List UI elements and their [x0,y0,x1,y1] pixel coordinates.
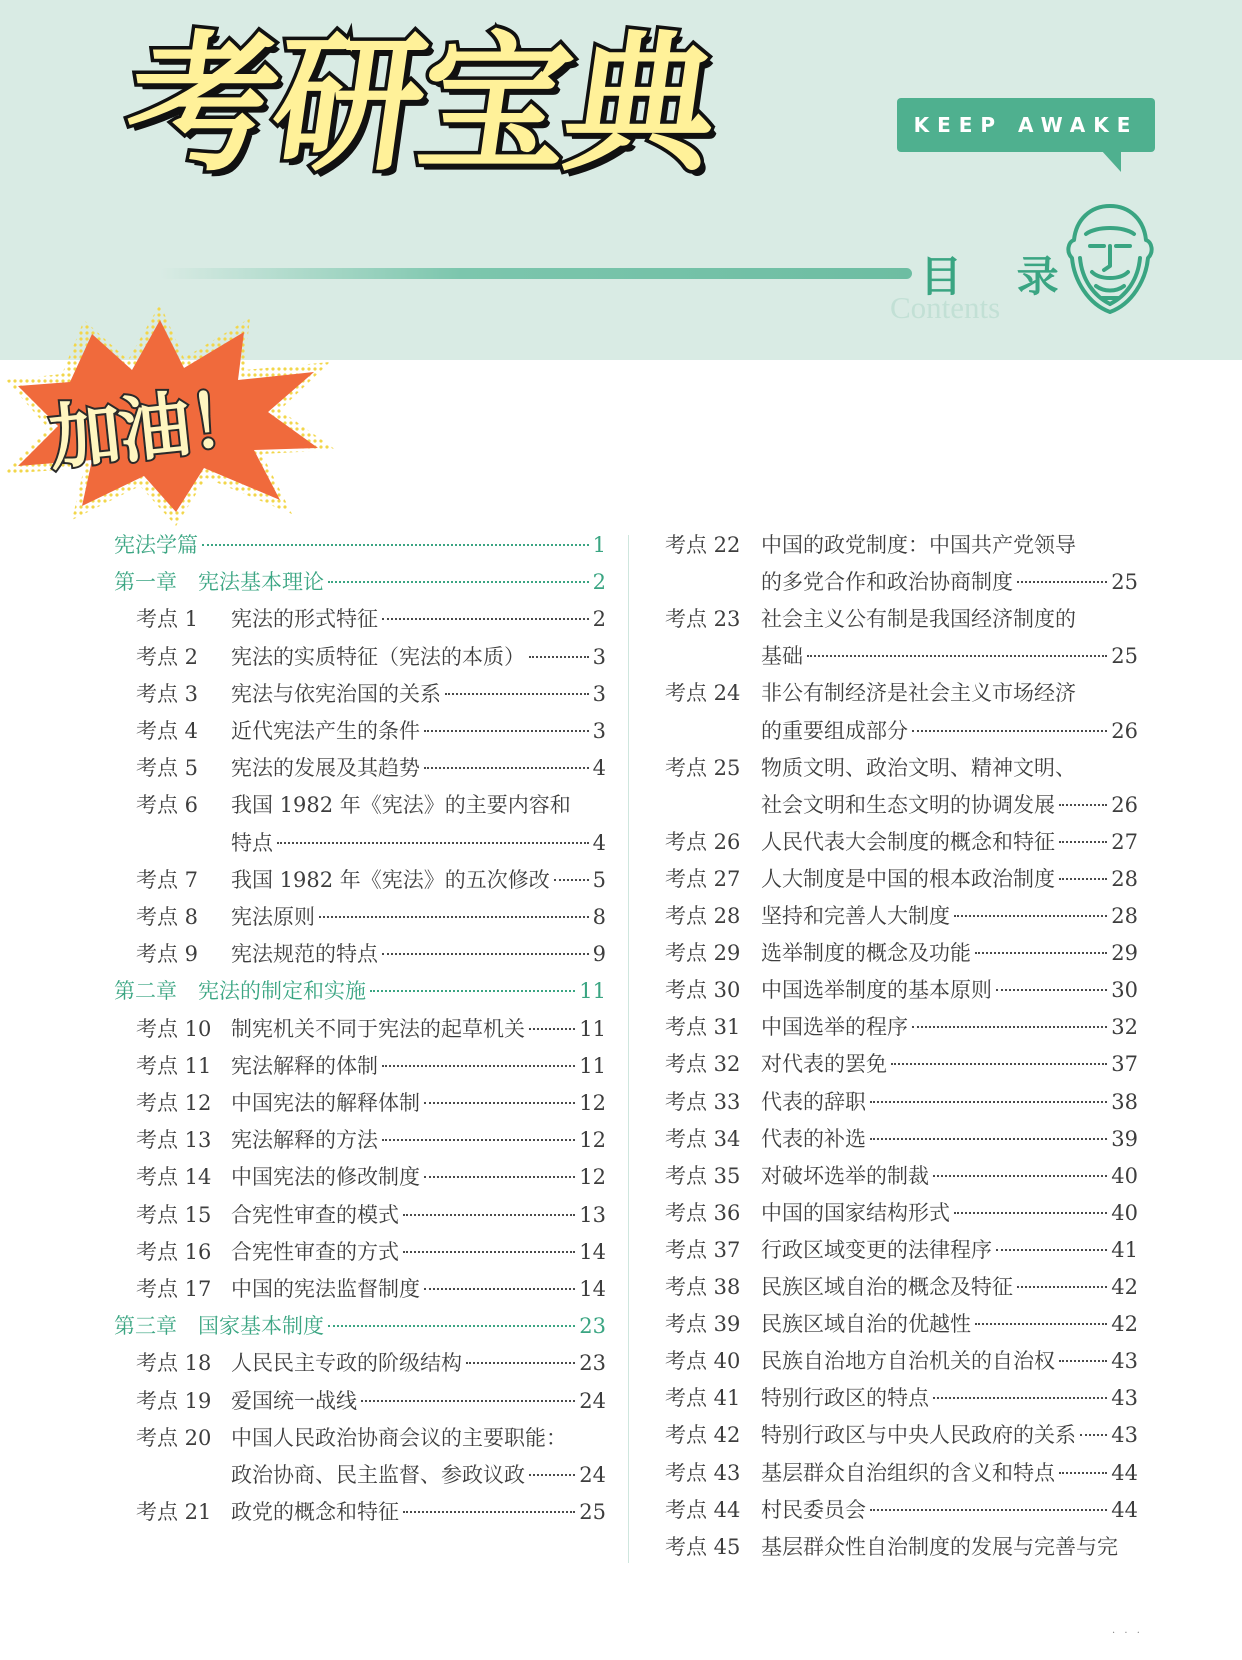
toc-entry [665,1124,1138,1154]
toc-entry-label: 考点 42 [665,1423,741,1448]
toc-page-number: 28 [1111,866,1138,891]
toc-entry [136,939,606,969]
cheer-text: 加油！ [44,375,263,481]
dot-leader [996,989,1107,991]
dot-leader [382,953,589,955]
dot-leader [1017,581,1107,583]
toc-page-number: 40 [1111,1200,1138,1225]
dot-leader [1059,1472,1107,1474]
toc-page-number: 44 [1111,1460,1138,1485]
dot-leader [870,1101,1107,1103]
toc-entry-title: 爱国统一战线 [231,1388,357,1413]
toc-entry [231,1460,606,1490]
dot-leader [445,693,589,695]
toc-entry-title: 非公有制经济是社会主义市场经济 [761,681,1076,706]
toc-entry-title: 中国人民政治协商会议的主要职能： [231,1425,567,1450]
toc-chapter-heading [114,1311,606,1341]
toc-entry-label: 考点 36 [665,1200,741,1225]
toc-page-number: 4 [592,830,606,855]
dot-leader [954,915,1107,917]
toc-entry-title: 对代表的罢免 [761,1052,887,1077]
dot-leader [382,618,589,620]
toc-entry-title: 代表的补选 [761,1126,866,1151]
toc-entry [665,678,1138,708]
toc-entry [665,1420,1138,1450]
toc-entry-title: 中国选举的程序 [761,1015,908,1040]
dot-leader [975,952,1107,954]
toc-entry [136,1237,606,1267]
dot-leader [403,1214,575,1216]
dot-leader [277,842,589,844]
toc-entry-title: 坚持和完善人大制度 [761,904,950,928]
toc-entry-title: 特别行政区的特点 [761,1386,929,1411]
dot-leader [933,1175,1107,1177]
dot-leader [382,1139,575,1141]
badge-label: KEEP AWAKE [913,113,1139,137]
toc-page-number: 26 [1111,718,1138,743]
toc-entry [136,1162,606,1192]
toc-entry-title: 的重要组成部分 [761,718,908,743]
toc-entry-label: 考点 4 [136,719,199,743]
toc-entry-label: 考点 3 [136,681,199,706]
toc-page-number: 42 [1111,1275,1138,1299]
toc-entry-label: 考点 38 [665,1275,741,1299]
toc-entry-label: 考点 15 [136,1202,212,1227]
toc-entry-title: 中国的政党制度：中国共产党领导 [761,533,1076,557]
toc-page-number: 3 [592,719,606,743]
toc-page-number: 25 [1111,644,1138,669]
toc-entry-title: 社会主义公有制是我国经济制度的 [761,607,1076,632]
header-rule [160,268,912,279]
toc-page-number: 11 [579,1053,606,1078]
toc-page-number: 44 [1111,1497,1138,1522]
toc-entry-title: 对破坏选举的制裁 [761,1163,929,1188]
toc-page-number: 3 [592,644,606,669]
toc-page-number: 11 [579,979,606,1004]
toc-entry-label: 考点 21 [136,1500,212,1525]
dot-leader [954,1212,1107,1214]
toc-entry-title: 基层群众性自治制度的发展与完善与完 [761,1534,1118,1559]
toc-page-number: 3 [592,681,606,706]
toc-entry-title: 宪法原则 [231,905,315,929]
dot-leader [870,1509,1107,1511]
dot-leader [1059,841,1107,843]
toc-entry-title: 物质文明、政治文明、精神文明、 [761,755,1076,780]
toc-entry-title: 第三章 国家基本制度 [114,1314,324,1339]
toc-entry [665,938,1138,968]
toc-entry [136,753,606,783]
page-title: 考研宝典 [115,18,725,192]
toc-entry-label: 考点 16 [136,1239,212,1264]
toc-entry-label: 考点 25 [665,755,741,780]
toc-entry-label: 考点 29 [665,941,741,966]
toc-entry-label: 考点 43 [665,1460,741,1485]
toc-entry [665,1532,1138,1562]
toc-entry-title: 人民民主专政的阶级结构 [231,1351,462,1376]
toc-entry-title: 宪法解释的体制 [231,1053,378,1078]
toc-entry-title: 宪法的实质特征（宪法的本质） [231,644,525,669]
toc-entry-title: 村民委员会 [761,1497,866,1522]
toc-entry-label: 考点 7 [136,867,199,892]
toc-entry-label: 考点 33 [665,1089,741,1114]
toc-entry-label: 考点 13 [136,1128,212,1153]
toc-entry-title: 我国 1982 年《宪法》的五次修改 [231,867,550,892]
toc-page-number: 12 [579,1128,606,1153]
dot-leader [319,916,589,918]
toc-entry [136,1497,606,1527]
toc-entry-title: 宪法的发展及其趋势 [231,756,420,781]
toc-page-number: 41 [1111,1237,1138,1262]
toc-entry-title: 民族区域自治的概念及特征 [761,1275,1013,1299]
toc-entry-label: 考点 2 [136,644,199,669]
toc-page-number: 14 [579,1277,606,1301]
toc-entry-title: 人民代表大会制度的概念和特征 [761,829,1055,854]
dot-leader [1080,1434,1107,1436]
toc-entry-label: 考点 10 [136,1016,212,1041]
toc-entry-label: 考点 44 [665,1497,741,1522]
toc-entry-title: 人大制度是中国的根本政治制度 [761,866,1055,891]
toc-page-number: 2 [592,607,606,632]
toc-entry [665,1012,1138,1042]
dot-leader [554,879,589,881]
toc-entry [665,1049,1138,1079]
toc-entry [136,1423,606,1453]
toc-entry [136,1014,606,1044]
dot-leader [403,1251,575,1253]
dot-leader [382,1065,575,1067]
toc-entry-title: 合宪性审查的方式 [231,1239,399,1264]
dot-leader [975,1323,1107,1325]
toc-page-number: 29 [1111,941,1138,966]
badge-tail [1101,150,1121,172]
dot-leader [424,730,589,732]
toc-page-number: 28 [1111,904,1138,928]
toc-entry-title: 制宪机关不同于宪法的起草机关 [231,1016,525,1041]
toc-entry-label: 考点 18 [136,1351,212,1376]
toc-entry-label: 考点 31 [665,1015,741,1040]
toc-entry [665,975,1138,1005]
toc-page-number: 25 [579,1500,606,1525]
toc-entry [136,902,606,932]
toc-entry [136,1088,606,1118]
toc-entry-title: 宪法的形式特征 [231,607,378,632]
corner-mark: · · · [1112,1628,1143,1639]
dot-leader [529,656,589,658]
toc-entry-title: 政治协商、民主监督、参政议政 [231,1463,525,1487]
toc-page-number: 14 [579,1239,606,1264]
toc-entry-title: 民族区域自治的优越性 [761,1312,971,1337]
dot-leader [424,767,589,769]
toc-entry-label: 考点 17 [136,1277,212,1301]
toc-entry [136,1200,606,1230]
dot-leader [912,730,1107,732]
toc-page-number: 25 [1111,570,1138,595]
dot-leader [361,1400,575,1402]
toc-entry [136,1274,606,1304]
dot-leader [1059,1360,1107,1362]
dot-leader [529,1474,575,1476]
toc-entry-label: 考点 8 [136,905,199,929]
dot-leader [933,1397,1107,1399]
bearded-face-icon [1060,200,1160,318]
toc-entry-title: 宪法学篇 [114,533,198,557]
toc-page-number: 42 [1111,1312,1138,1337]
toc-chapter-heading [114,567,606,597]
toc-page-number: 43 [1111,1386,1138,1411]
toc-entry-label: 考点 22 [665,533,741,557]
dot-leader [1059,804,1107,806]
toc-entry-title: 中国选举制度的基本原则 [761,978,992,1003]
toc-entry [136,604,606,634]
toc-entry-title: 行政区域变更的法律程序 [761,1237,992,1262]
toc-page-number: 11 [579,1016,606,1041]
toc-entry-title: 第一章 宪法基本理论 [114,570,324,595]
toc-entry-label: 考点 26 [665,829,741,854]
toc-page-number: 40 [1111,1163,1138,1188]
toc-entry-label: 考点 28 [665,904,741,928]
toc-entry-title: 特别行政区与中央人民政府的关系 [761,1423,1076,1448]
toc-entry [665,530,1138,560]
toc-entry [665,864,1138,894]
toc-entry-title: 我国 1982 年《宪法》的主要内容和 [231,793,571,818]
dot-leader [328,581,589,583]
toc-entry-label: 考点 27 [665,866,741,891]
toc-page-number: 32 [1111,1015,1138,1040]
toc-entry [665,827,1138,857]
toc-entry [136,790,606,820]
column-divider [628,535,629,1563]
toc-entry-title: 宪法与依宪治国的关系 [231,681,441,706]
toc-entry-label: 考点 14 [136,1165,212,1190]
dot-leader [870,1138,1107,1140]
toc-page-number: 39 [1111,1126,1138,1151]
toc-entry-title: 中国的宪法监督制度 [231,1277,420,1301]
toc-entry-label: 考点 41 [665,1386,741,1411]
toc-entry [665,753,1138,783]
toc-entry [665,1235,1138,1265]
toc-entry-label: 考点 11 [136,1053,212,1078]
toc-entry-label: 考点 30 [665,978,741,1003]
toc-entry [665,1309,1138,1339]
toc-page-number: 5 [592,867,606,892]
dot-leader [891,1063,1107,1065]
dot-leader [1059,878,1107,880]
toc-entry [136,1125,606,1155]
toc-entry-label: 考点 6 [136,793,199,818]
toc-entry-label: 考点 39 [665,1312,741,1337]
dot-leader [807,655,1107,657]
toc-entry-title: 中国宪法的解释体制 [231,1091,420,1115]
toc-entry-title: 社会文明和生态文明的协调发展 [761,792,1055,817]
toc-entry-title: 合宪性审查的模式 [231,1202,399,1227]
toc-entry [231,828,606,858]
toc-page-number: 38 [1111,1089,1138,1114]
toc-entry-title: 中国的国家结构形式 [761,1200,950,1225]
toc-entry-label: 考点 5 [136,756,199,781]
toc-entry [665,1161,1138,1191]
toc-entry [665,1495,1138,1525]
toc-page-number: 13 [579,1202,606,1227]
toc-entry [761,567,1138,597]
toc-page-number: 43 [1111,1423,1138,1448]
toc-entry [136,1348,606,1378]
toc-entry-title: 选举制度的概念及功能 [761,941,971,966]
toc-page-number: 23 [579,1351,606,1376]
toc-entry [665,1346,1138,1376]
toc-chapter-heading [114,530,606,560]
toc-entry-label: 考点 1 [136,607,199,632]
toc-entry-title: 政党的概念和特征 [231,1500,399,1525]
toc-page-number: 9 [592,942,606,967]
toc-entry [761,790,1138,820]
toc-entry-label: 考点 35 [665,1163,741,1188]
dot-leader [1017,1286,1107,1288]
toc-page-number: 8 [592,905,606,929]
dot-leader [996,1249,1107,1251]
toc-entry-title: 中国宪法的修改制度 [231,1165,420,1190]
toc-entry-title: 基层群众自治组织的含义和特点 [761,1460,1055,1485]
toc-entry [136,679,606,709]
toc-page-number: 2 [592,570,606,595]
toc-entry-title: 基础 [761,644,803,669]
toc-entry [665,1458,1138,1488]
dot-leader [424,1176,575,1178]
section-title: 目 录 [920,252,1079,301]
toc-entry [665,1087,1138,1117]
toc-entry-label: 考点 32 [665,1052,741,1077]
toc-page-number: 1 [592,533,606,557]
toc-entry [136,716,606,746]
dot-leader [912,1026,1107,1028]
toc-entry [665,1272,1138,1302]
toc-page-number: 24 [579,1463,606,1487]
toc-entry-title: 民族自治地方自治机关的自治权 [761,1349,1055,1374]
toc-page-number: 23 [579,1314,606,1339]
toc-entry-label: 考点 45 [665,1534,741,1559]
toc-page-number: 24 [579,1388,606,1413]
dot-leader [403,1511,575,1513]
toc-chapter-heading [114,976,606,1006]
toc-page-number: 37 [1111,1052,1138,1077]
toc-entry-title: 第二章 宪法的制定和实施 [114,979,366,1004]
toc-page-number: 12 [579,1091,606,1115]
toc-entry-label: 考点 12 [136,1091,212,1115]
toc-entry [665,901,1138,931]
dot-leader [328,1325,575,1327]
toc-page-number: 12 [579,1165,606,1190]
toc-entry-label: 考点 34 [665,1126,741,1151]
toc-entry-label: 考点 37 [665,1237,741,1262]
toc-page-number: 26 [1111,792,1138,817]
toc-page-number: 4 [592,756,606,781]
toc-entry-title: 的多党合作和政治协商制度 [761,570,1013,595]
dot-leader [370,990,575,992]
toc-page-number: 30 [1111,978,1138,1003]
toc-entry-title: 特点 [231,830,273,855]
dot-leader [466,1362,575,1364]
toc-entry [665,1198,1138,1228]
toc-entry-title: 代表的辞职 [761,1089,866,1114]
toc-entry [136,1051,606,1081]
keep-awake-badge [897,98,1155,152]
section-subtitle: Contents [890,290,1001,325]
toc-entry [136,1386,606,1416]
toc-entry-label: 考点 9 [136,942,199,967]
toc-page-number: 27 [1111,829,1138,854]
toc-entry-label: 考点 40 [665,1349,741,1374]
toc-entry [136,865,606,895]
toc-entry [665,604,1138,634]
toc-entry-title: 宪法规范的特点 [231,942,378,967]
toc-entry [761,641,1138,671]
toc-page-number: 43 [1111,1349,1138,1374]
toc-entry [665,1383,1138,1413]
toc-entry-title: 宪法解释的方法 [231,1128,378,1153]
dot-leader [202,544,589,546]
toc-entry-label: 考点 20 [136,1425,212,1450]
dot-leader [424,1288,575,1290]
toc-entry-label: 考点 23 [665,607,741,632]
dot-leader [529,1028,575,1030]
toc-entry-title: 近代宪法产生的条件 [231,719,420,743]
dot-leader [424,1102,575,1104]
toc-entry-label: 考点 24 [665,681,741,706]
toc-entry [136,642,606,672]
toc-entry-label: 考点 19 [136,1388,212,1413]
toc-entry [761,716,1138,746]
